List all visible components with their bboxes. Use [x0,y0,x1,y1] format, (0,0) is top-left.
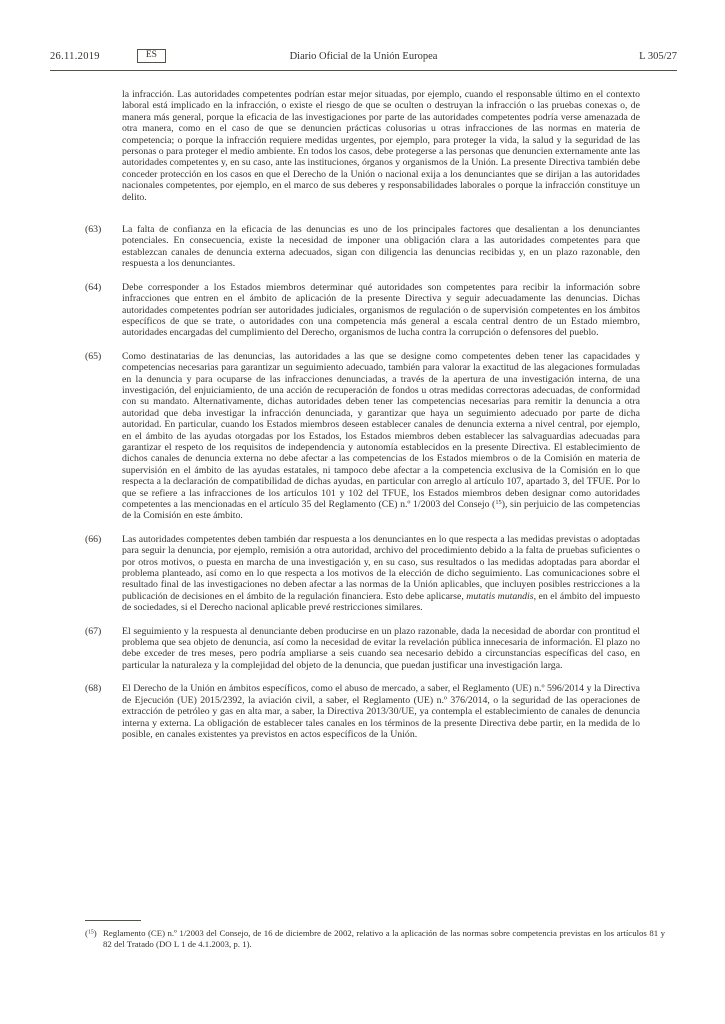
document-body [85,89,640,752]
header-page-ref: L 305/27 [639,50,677,62]
header-date: 26.11.2019 [50,50,100,62]
header-title: Diario Oficial de la Unión Europea [289,50,438,62]
recital-63 [85,224,640,270]
recital-65 [85,351,640,522]
recital-text: Las autoridades competentes deben también dar respuesta a los denunciantes en lo que respecta a las medidas previstas o adoptadas para seguir la denuncia, por ejemplo, remisión a otra autoridad, archivo del procedimiento debido a la falta de pruebas suficientes o por otros motivos, o puesta en marcha de una investigación y, en su caso, sus resultados o las medidas adoptadas para abordar el problema planteado, así como en lo que respecta a los motivos de la elección de dicho seguimiento. Las comunicaciones sobre el resultado final de las investigaciones no deben afectar a las normas de la Unión aplicables, que incluyen posibles restricciones a la publicación de decisiones en el ámbito de la regulación financiera. Esto debe aplicarse, mutatis mutandis, en el ámbito del impuesto de sociedades, si el Derecho nacional aplicable prevé restricciones similares. [122,533,640,614]
recital-number [85,89,122,203]
footnote-area [85,920,665,950]
recital-number: (67) [85,625,102,637]
recital-number: (65) [85,350,102,362]
recital-text: la infracción. Las autoridades competentes podrían estar mejor situadas, por ejemplo, cuando el responsable último en el contexto laboral está implicado en la infracción, o existe el riesgo de que se oculten o destruyan la infracción o las pruebas conexas o, de manera más general, porque la eficacia de las investigaciones por parte de las autoridades competentes podría verse amenazada de otra manera, como en el caso de que se denuncien prácticas colusorias u otras infracciones de las normas en materia de competencia; o porque la infracción requiere medidas urgentes, por ejemplo, para proteger la vida, la salud y la seguridad de las personas o para proteger el medio ambiente. En todos los casos, debe protegerse a las personas que denuncien externamente ante las autoridades competentes y, en su caso, ante las instituciones, órganos y organismos de la Unión. La presente Directiva también debe conceder protección en los casos en que el Derecho de la Unión o nacional exija a los denunciantes que se dirijan a las autoridades nacionales competentes, por ejemplo, en el marco de sus deberes y responsabilidades laborales o porque la infracción constituye un delito. [122,89,640,203]
footnote-marker: ($^{15}$) [85,928,97,938]
recital-text: El seguimiento y la respuesta al denunciante deben producirse en un plazo razonable, dada la necesidad de abordar con prontitud el problema que sea objeto de denuncia, así como la necesidad de evitar la revelación pública innecesaria de información. El plazo no debe exceder de tres meses, pero podría ampliarse a seis cuando sea necesario debido a circunstancias específicas del caso, en particular la naturaleza y la complejidad del objeto de la denuncia, que puedan justificar una investigación larga. [122,625,640,671]
recital-number: (66) [85,533,102,545]
recital-number: (63) [85,224,102,236]
recital-text: Como destinatarias de las denuncias, las autoridades a las que se designe como competentes deben tener las capacidades y competencias necesarias para garantizar un seguimiento adecuado, también para valorar la exactitud de las alegaciones formuladas en la denuncia y para ocuparse de las infracciones denunciadas, a través de la apertura de una investigación interna, de una investigación, del enjuiciamiento, de una acción de recuperación de fondos u otras medidas correctoras adecuadas, de conformidad con su mandato. Alternativamente, dichas autoridades deben tener las competencias necesarias para remitir la denuncia a otra autoridad que deba investigar la infracción denunciada, y garantizar que haya un seguimiento adecuado por parte de dicha autoridad. En particular, cuando los Estados miembros deseen establecer canales de denuncia externa a nivel central, por ejemplo, en el ámbito de las ayudas otorgadas por los Estados, los Estados miembros deben establecer las salvaguardias adecuadas para garantizar el respeto de los requisitos de independencia y autonomía establecidos en la presente Directiva. El establecimiento de dichos canales de denuncia externa no debe afectar a las competencias de los Estados miembros o de la Comisión en materia de supervisión en el ámbito de las ayudas estatales, ni tampoco debe afectar a la competencia exclusiva de la Comisión en lo que respecta a la declaración de compatibilidad de dichas ayudas, en particular con arreglo al artículo 107, apartado 3, del TFUE. Por lo que se refiere a las infracciones de los artículos 101 y 102 del TFUE, los Estados miembros deben designar como autoridades competentes a las mencionadas en el artículo 35 del Reglamento (CE) n.º 1/2003 del Consejo ($^{15}$), sin perjuicio de las competencias de la Comisión en este ámbito. [122,350,640,522]
footnote-text: Reglamento (CE) n.º 1/2003 del Consejo, de 16 de diciembre de 2002, relativo a la aplicación de las normas sobre competencia previstas en los artículos 81 y 82 del Tratado (DO L 1 de 4.1.2003, p. 1). [103,928,665,949]
recital-68 [85,683,640,740]
page-header [50,48,677,64]
header-rule [50,70,677,71]
recital-text: Debe corresponder a los Estados miembros determinar qué autoridades son competentes para recibir la información sobre infracciones que entren en el ámbito de aplicación de la presente Directiva y seguir adecuadamente las denuncias. Dichas autoridades competentes podrían ser autoridades judiciales, organismos de regulación o de supervisión competentes en los ámbitos específicos de que se trate, o autoridades con una competencia más general a escala central dentro de un Estado miembro, autoridades encargadas del cumplimiento del Derecho, organismos de lucha contra la corrupción o defensores del pueblo. [122,281,640,339]
recital-64 [85,282,640,339]
recital-text: El Derecho de la Unión en ámbitos específicos, como el abuso de mercado, a saber, el Reglamento (UE) n.º 596/2014 y la Directiva de Ejecución (UE) 2015/2392, la aviación civil, a saber, el Reglamento (UE) n.º 376/2014, o la seguridad de las operaciones de extracción de petróleo y gas en alta mar, a saber, la Directiva 2013/30/UE, ya contempla el establecimiento de canales de denuncia interna y externa. La obligación de establecer tales canales en los términos de la presente Directiva debe partir, en la medida de lo posible, en canales existentes ya previstos en actos específicos de la Unión. [122,683,640,740]
recital-66 [85,534,640,614]
recital-text: La falta de confianza en la eficacia de las denuncias es uno de los principales factores que desalientan a los denunciantes potenciales. En consecuencia, existe la necesidad de imponer una obligación clara a las autoridades competentes para que establezcan canales de denuncia externa adecuados, sigan con diligencia las denuncias recibidas y, en un plazo razonable, den respuesta a los denunciantes. [122,224,640,270]
recital-number: (68) [85,683,102,695]
footnote-rule [85,920,141,921]
footnote [85,928,665,950]
recital-continuation [85,89,640,203]
recital-number: (64) [85,281,102,293]
recital-67 [85,626,640,672]
language-badge: ES [137,49,166,63]
